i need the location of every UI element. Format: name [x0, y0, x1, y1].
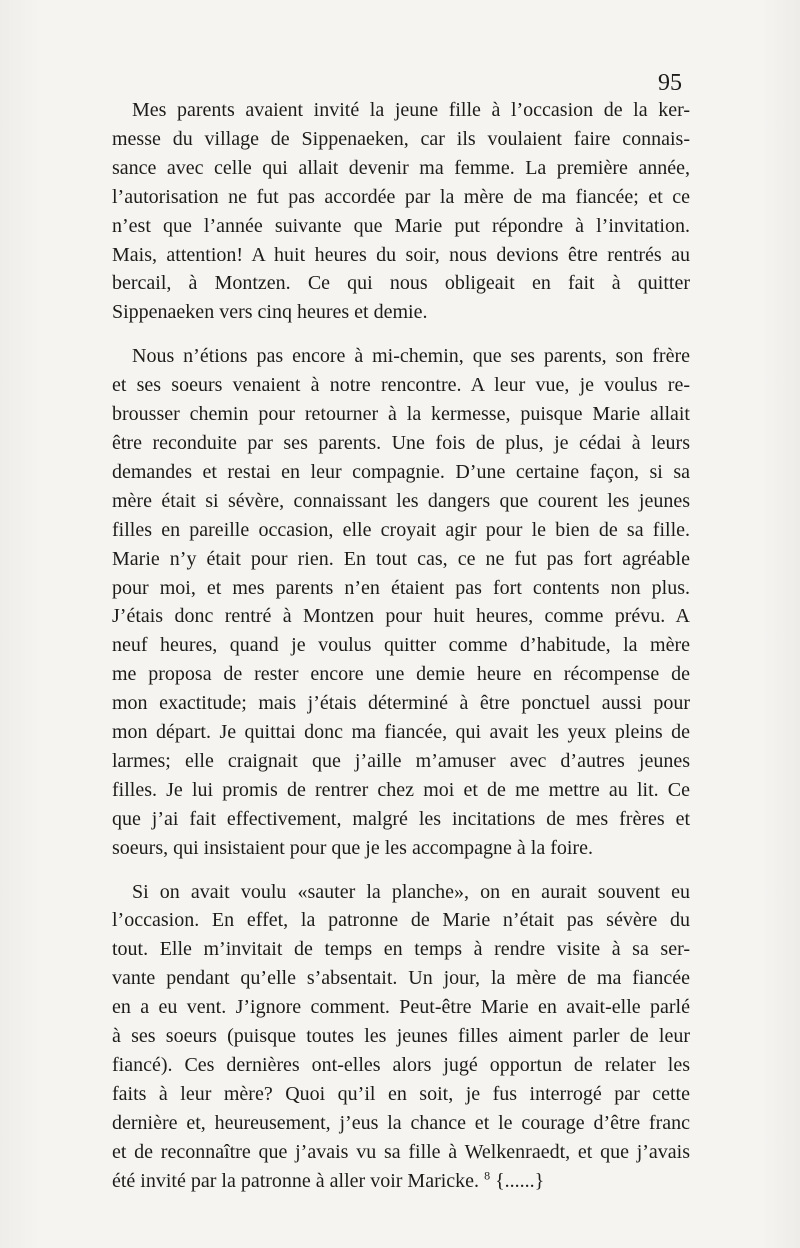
text-line: que j’ai fait effectivement, malgré les incitations de mes frères et: [112, 807, 690, 830]
text-line: en a eu vent. J’ignore comment. Peut-être Marie en avait-elle parlé: [112, 996, 690, 1019]
text-line: demandes et restai en leur compagnie. D’une certaine façon, si sa: [112, 460, 690, 483]
footnote-reference[interactable]: 8: [484, 1167, 491, 1182]
omission-marker: {......}: [495, 1169, 545, 1192]
closing-text: été invité par la patronne à aller voir Maricke.: [112, 1169, 480, 1192]
page-number: 95: [658, 70, 682, 96]
paragraph-3: [112, 878, 690, 1196]
text-line: sance avec celle qui allait devenir ma femme. La première année,: [112, 156, 690, 179]
text-line: brousser chemin pour retourner à la kermesse, puisque Marie allait: [112, 403, 690, 426]
text-line: Nous n’étions pas encore à mi-chemin, que ses parents, son frère: [132, 345, 690, 368]
text-line: Marie n’y était pour rien. En tout cas, ce ne fut pas fort agréable: [112, 547, 690, 570]
text-line: messe du village de Sippenaeken, car ils voulaient faire connais-: [112, 127, 690, 150]
text-line: n’est que l’année suivante que Marie put répondre à l’invitation.: [112, 214, 690, 237]
text-line: mère était si sévère, connaissant les dangers que courent les jeunes: [112, 489, 690, 512]
text-line: faits à leur mère? Quoi qu’il en soit, je fus interrogé par cette: [112, 1082, 690, 1105]
text-line: filles. Je lui promis de rentrer chez moi et de me mettre au lit. Ce: [112, 778, 690, 801]
text-line: Si on avait voulu «sauter la planche», on en aurait souvent eu: [132, 880, 690, 903]
closing-line: [112, 1167, 690, 1196]
paragraph-1: [112, 96, 690, 327]
text-line: mon exactitude; mais j’étais déterminé à être ponctuel aussi pour: [112, 692, 690, 715]
text-line: bercail, à Montzen. Ce qui nous obligeait en fait à quitter: [112, 272, 690, 295]
text-line: à ses soeurs (puisque toutes les jeunes filles aiment parler de leur: [112, 1025, 690, 1048]
text-line: neuf heures, quand je voulus quitter comme d’habitude, la mère: [112, 634, 690, 657]
text-line: mon départ. Je quittai donc ma fiancée, qui avait les yeux pleins de: [112, 721, 690, 744]
body-text: [112, 96, 690, 1196]
text-line: pour moi, et mes parents n’en étaient pas fort contents non plus.: [112, 576, 690, 599]
text-line: filles en pareille occasion, elle croyait agir pour le bien de sa fille.: [112, 518, 690, 541]
text-line: Mais, attention! A huit heures du soir, nous devions être rentrés au: [112, 243, 690, 266]
text-line: Sippenaeken vers cinq heures et demie.: [112, 301, 428, 324]
text-line: dernière et, heureusement, j’eus la chance et le courage d’être franc: [112, 1111, 690, 1134]
text-line: soeurs, qui insistaient pour que je les accompagne à la foire.: [112, 836, 593, 859]
text-line: l’autorisation ne fut pas accordée par la mère de ma fiancée; et ce: [112, 185, 690, 208]
text-line: Mes parents avaient invité la jeune fille à l’occasion de la ker-: [132, 99, 690, 121]
text-line: me proposa de rester encore une demie heure en récompense de: [112, 663, 690, 686]
text-line: l’occasion. En effet, la patronne de Marie n’était pas sévère du: [112, 909, 690, 932]
text-line: vante pendant qu’elle s’absentait. Un jour, la mère de ma fiancée: [112, 967, 690, 990]
text-line: et ses soeurs venaient à notre rencontre. A leur vue, je voulus re-: [112, 374, 690, 397]
text-line: fiancé). Ces dernières ont-elles alors jugé opportun de relater les: [112, 1054, 690, 1076]
text-line: être reconduite par ses parents. Une fois de plus, je cédai à leurs: [112, 431, 690, 454]
text-line: J’étais donc rentré à Montzen pour huit heures, comme prévu. A: [112, 605, 690, 628]
paragraph-2: [112, 342, 690, 862]
text-line: et de reconnaître que j’avais vu sa fille à Welkenraedt, et que j’avais: [112, 1140, 690, 1163]
text-line: tout. Elle m’invitait de temps en temps à rendre visite à sa ser-: [112, 938, 690, 961]
text-line: larmes; elle craignait que j’aille m’amuser avec d’autres jeunes: [112, 749, 690, 772]
